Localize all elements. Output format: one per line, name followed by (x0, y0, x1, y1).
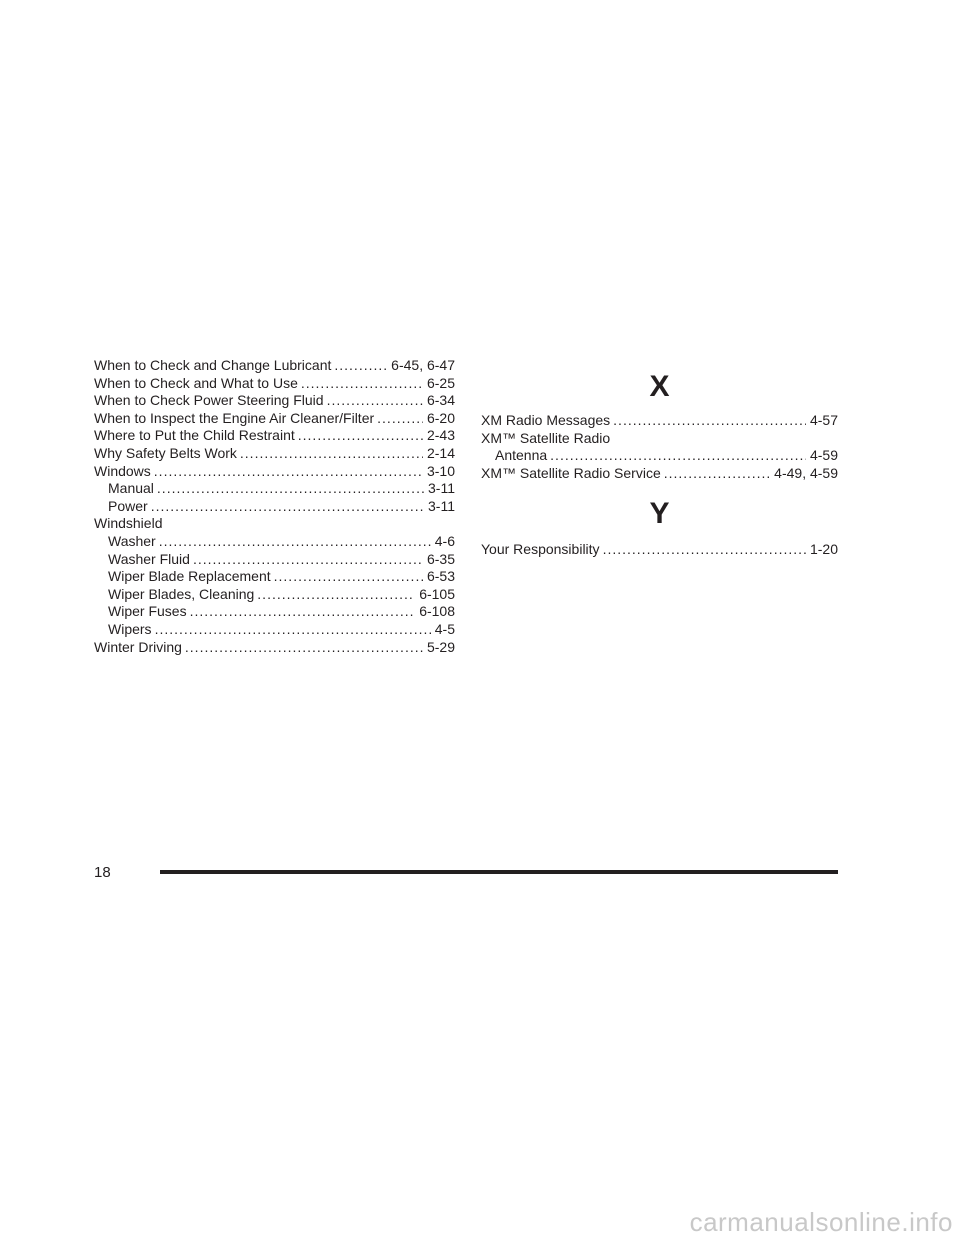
entry-page-ref: 3-11 (428, 497, 455, 514)
dot-leader (154, 463, 423, 481)
entry-page-ref: 6-45, 6-47 (391, 357, 455, 373)
entry-label: When to Inspect the Engine Air Cleaner/Filter (94, 409, 375, 426)
entry-page-ref: 3-11 (428, 480, 455, 497)
page-number: 18 (94, 864, 111, 881)
index-heading: Windshield (94, 515, 163, 532)
entry-page-ref: 6-53 (426, 568, 455, 585)
entry-label: Wipers (108, 620, 152, 637)
dot-leader (603, 541, 806, 559)
entry-label: Manual (108, 480, 154, 497)
entry-label: Winter Driving (94, 638, 182, 655)
dot-leader (274, 568, 423, 586)
index-entry (94, 410, 455, 428)
index-subentry (94, 480, 455, 498)
entry-label: XM™ Satellite Radio Service (481, 464, 661, 481)
entry-label: When to Check Power Steering Fluid (94, 392, 324, 409)
dot-leader (327, 392, 423, 410)
dot-leader (613, 412, 806, 430)
entry-page-ref: 6-105 (419, 585, 455, 602)
entry-page-ref: 6-34 (426, 392, 455, 409)
entry-page-ref: 6-20 (426, 409, 455, 426)
entry-page-ref: 1-20 (809, 541, 838, 558)
index-column-left (94, 357, 455, 656)
entry-page-ref: 4-59 (809, 447, 838, 464)
index-entry (481, 412, 838, 430)
entry-page-ref: 6-35 (426, 550, 455, 567)
index-column-right (481, 370, 838, 559)
entry-label: Washer Fluid (108, 550, 190, 567)
entry-page-ref: 4-5 (434, 620, 455, 637)
dot-leader (257, 586, 415, 604)
index-subentry (94, 603, 455, 621)
entry-label: Why Safety Belts Work (94, 444, 237, 461)
entry-label: Wiper Fuses (108, 603, 187, 620)
entry-page-ref: 4-57 (809, 412, 838, 428)
entry-page-ref: 6-25 (426, 374, 455, 391)
index-entry (481, 465, 838, 483)
entry-label: XM Radio Messages (481, 412, 611, 428)
index-subentry (94, 551, 455, 569)
footer-rule (160, 870, 838, 874)
section-x-entries (481, 412, 838, 482)
entry-page-ref: 4-6 (434, 532, 455, 549)
index-entry (94, 357, 455, 375)
entry-page-ref: 2-14 (426, 444, 455, 461)
entry-label: Where to Put the Child Restraint (94, 427, 295, 444)
index-subentry (94, 533, 455, 551)
dot-leader (301, 375, 423, 393)
entry-label: Wiper Blades, Cleaning (108, 585, 255, 602)
index-subentry (94, 498, 455, 516)
dot-leader (190, 603, 416, 621)
dot-leader (185, 639, 423, 657)
index-entry (94, 427, 455, 445)
dot-leader (334, 357, 387, 375)
dot-leader (240, 445, 423, 463)
entry-label: Power (108, 497, 148, 514)
index-entry (94, 463, 455, 481)
entry-page-ref: 3-10 (426, 462, 455, 479)
dot-leader (151, 498, 424, 516)
index-entry (481, 541, 838, 559)
entry-label: Your Responsibility (481, 541, 600, 558)
entry-label: Windows (94, 462, 151, 479)
watermark: carmanualsonline.info (689, 1207, 953, 1237)
index-entry (94, 375, 455, 393)
dot-leader (298, 427, 423, 445)
index-entry (94, 392, 455, 410)
index-entry (94, 445, 455, 463)
index-subentry (94, 621, 455, 639)
index-subentry (481, 447, 838, 465)
dot-leader (550, 447, 806, 465)
entry-label: Antenna (495, 447, 548, 464)
dot-leader (377, 410, 423, 428)
entry-label: Washer (108, 532, 156, 549)
entry-label: When to Check and Change Lubricant (94, 357, 332, 373)
entry-label: When to Check and What to Use (94, 374, 298, 391)
index-entry (94, 639, 455, 657)
dot-leader (155, 621, 431, 639)
entry-page-ref: 5-29 (426, 638, 455, 655)
dot-leader (159, 533, 431, 551)
dot-leader (664, 465, 770, 483)
index-subentry (94, 568, 455, 586)
dot-leader (157, 480, 424, 498)
index-subentry (94, 586, 455, 604)
section-y-entries (481, 541, 838, 559)
entry-label: Wiper Blade Replacement (108, 568, 271, 585)
dot-leader (193, 551, 423, 569)
entry-page-ref: 2-43 (426, 427, 455, 444)
index-heading: XM™ Satellite Radio (481, 429, 611, 446)
section-letter-y: Y (649, 497, 670, 531)
section-letter-x: X (649, 370, 670, 403)
entry-page-ref: 6-108 (419, 603, 455, 620)
entry-page-ref: 4-49, 4-59 (774, 464, 838, 481)
